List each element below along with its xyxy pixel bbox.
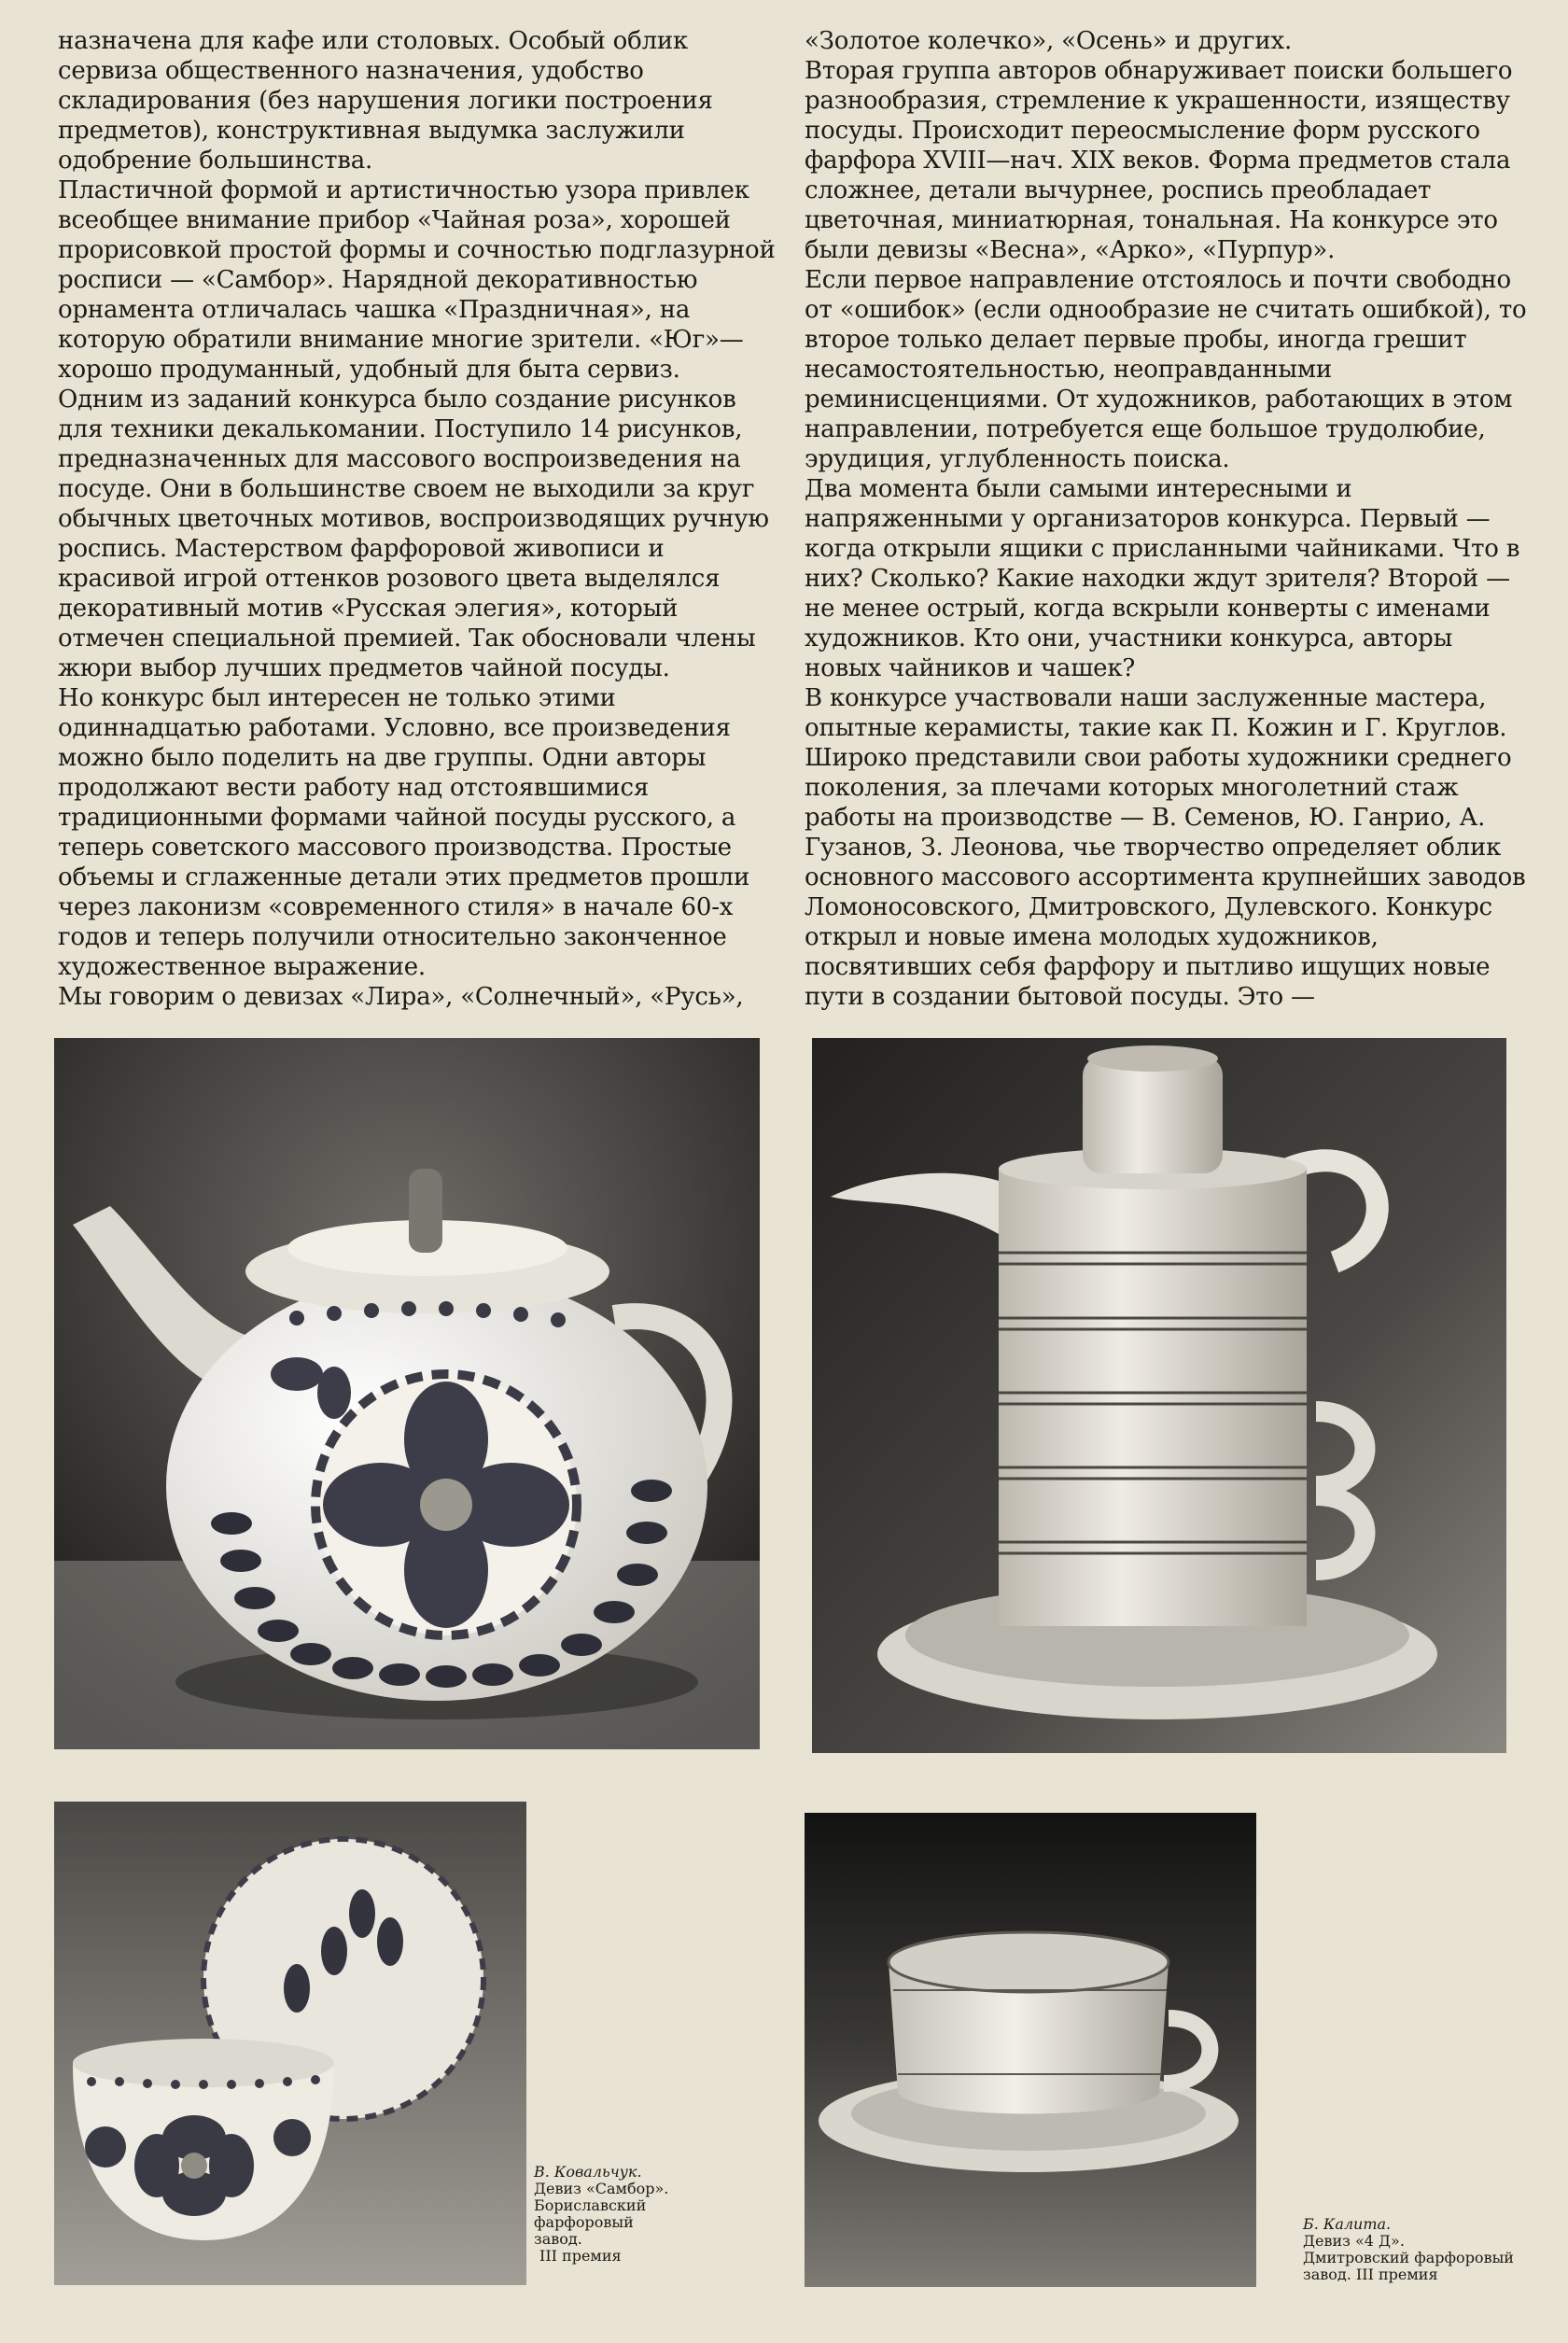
paragraph: Но конкурс был интересен не только этими одиннадцатью работами. Условно, все произведения можно было поделить на две группы. Одни авторы продолжают вести работу над отстоявшимися традиционными формами чайной посуды русского, а теперь советского массового производства. Простые объемы и сглаженные детали этих предметов прошли через лаконизм «современного стиля» в начале 60-х годов и теперь получили относительно законченное художественное выражение. — [58, 684, 750, 981]
paragraph: Пластичной формой и артистичностью узора привлек всеобщее внимание прибор «Чайная роза», хорошей прорисовкой простой формы и сочностью подглазурной росписи — «Самбор». Нарядной декоративностью орнамента отличалась чашка «Праздничная», на которую обратили внимание многие зрители. «Юг»— хорошо продуманный, удобный для быта сервиз. — [58, 176, 776, 384]
left-text-column — [58, 26, 786, 1012]
paragraph: Два момента были самыми интересными и напряженными у организаторов конкурса. Первый — когда открыли ящики с присланными чайниками. Что в них? Сколько? Какие находки ждут зрителя? Второй — не менее острый, когда вскрыли конверты с именами художников. Кто они, участники конкурса, авторы новых чайников и чашек? — [805, 475, 1520, 682]
paragraph: «Золотое колечко», «Осень» и других. — [805, 27, 1293, 55]
caption-line: завод. — [534, 2230, 582, 2248]
caption-line: фарфоровый — [534, 2213, 634, 2231]
caption-line: Девиз «Самбор». — [534, 2180, 669, 2197]
caption-author: В. Ковальчук. — [534, 2163, 642, 2181]
caption-line: Дмитровский фарфоровый — [1303, 2249, 1514, 2266]
paragraph: В конкурсе участвовали наши заслуженные мастера, опытные керамисты, такие как П. Кожин и Г. Круглов. Широко представили свои работы художники среднего поколения, за плечами которых многолетний стаж работы на производстве — В. Семенов, Ю. Ганрио, А. Гузанов, З. Леонова, чье творчество определяет облик основного массового ассортимента крупнейших заводов Ломоносовского, Дмитровского, Дулевского. Конкурс открыл и новые имена молодых художников, посвятивших себя фарфору и пытливо ищущих новые пути в создании бытовой посуды. Это — — [805, 684, 1526, 1011]
caption-line: завод. III премия — [1303, 2266, 1438, 2283]
paragraph: Мы говорим о девизах «Лира», «Солнечный», «Русь», — [58, 983, 744, 1011]
paragraph: Вторая группа авторов обнаруживает поиски большего разнообразия, стремление к украшенности, изяществу посуды. Происходит переосмысление форм русского фарфора XVIII—нач. XIX веков. Форма предметов стала сложнее, детали вычурнее, роспись преобладает цветочная, миниатюрная, тональная. На конкурсе это были девизы «Весна», «Арко», «Пурпур». — [805, 57, 1513, 264]
photo-plain-cup-saucer — [805, 1813, 1256, 2287]
photo-painted-cup-saucer — [54, 1802, 526, 2285]
paragraph: Одним из заданий конкурса было создание рисунков для техники декалькомании. Поступило 14 рисунков, предназначенных для массового воспроизведения на посуде. Они в большинстве своем не выходили за круг обычных цветочных мотивов, воспроизводящих ручную роспись. Мастерством фарфоровой живописи и красивой игрой оттенков розового цвета выделялся декоративный мотив «Русская элегия», который отмечен специальной премией. Так обосновали члены жюри выбор лучших предметов чайной посуды. — [58, 386, 769, 682]
caption-line: Девиз «4 Д». — [1303, 2232, 1405, 2250]
caption-left — [534, 2164, 668, 2265]
caption-line: III премия — [539, 2247, 622, 2265]
paragraph: назначена для кафе или столовых. Особый облик сервиза общественного назначения, удобство складирования (без нарушения логики построения предметов), конструктивная выдумка заслужили одобрение большинства. — [58, 27, 713, 175]
photo-striped-teapot-set — [812, 1038, 1506, 1753]
paragraph: Если первое направление отстоялось и почти свободно от «ошибок» (если однообразие не считать ошибкой), то второе только делает первые пробы, иногда грешит несамостоятельностью, неоправданными реминисценциями. От художников, работающих в этом направлении, потребуется еще большое трудолюбие, эрудиция, углубленность поиска. — [805, 266, 1527, 473]
right-text-column — [805, 26, 1534, 1012]
caption-right — [1303, 2216, 1514, 2283]
caption-line: Бориславский — [534, 2196, 647, 2214]
photo-painted-teapot — [54, 1038, 760, 1749]
caption-author: Б. Калита. — [1303, 2215, 1392, 2233]
